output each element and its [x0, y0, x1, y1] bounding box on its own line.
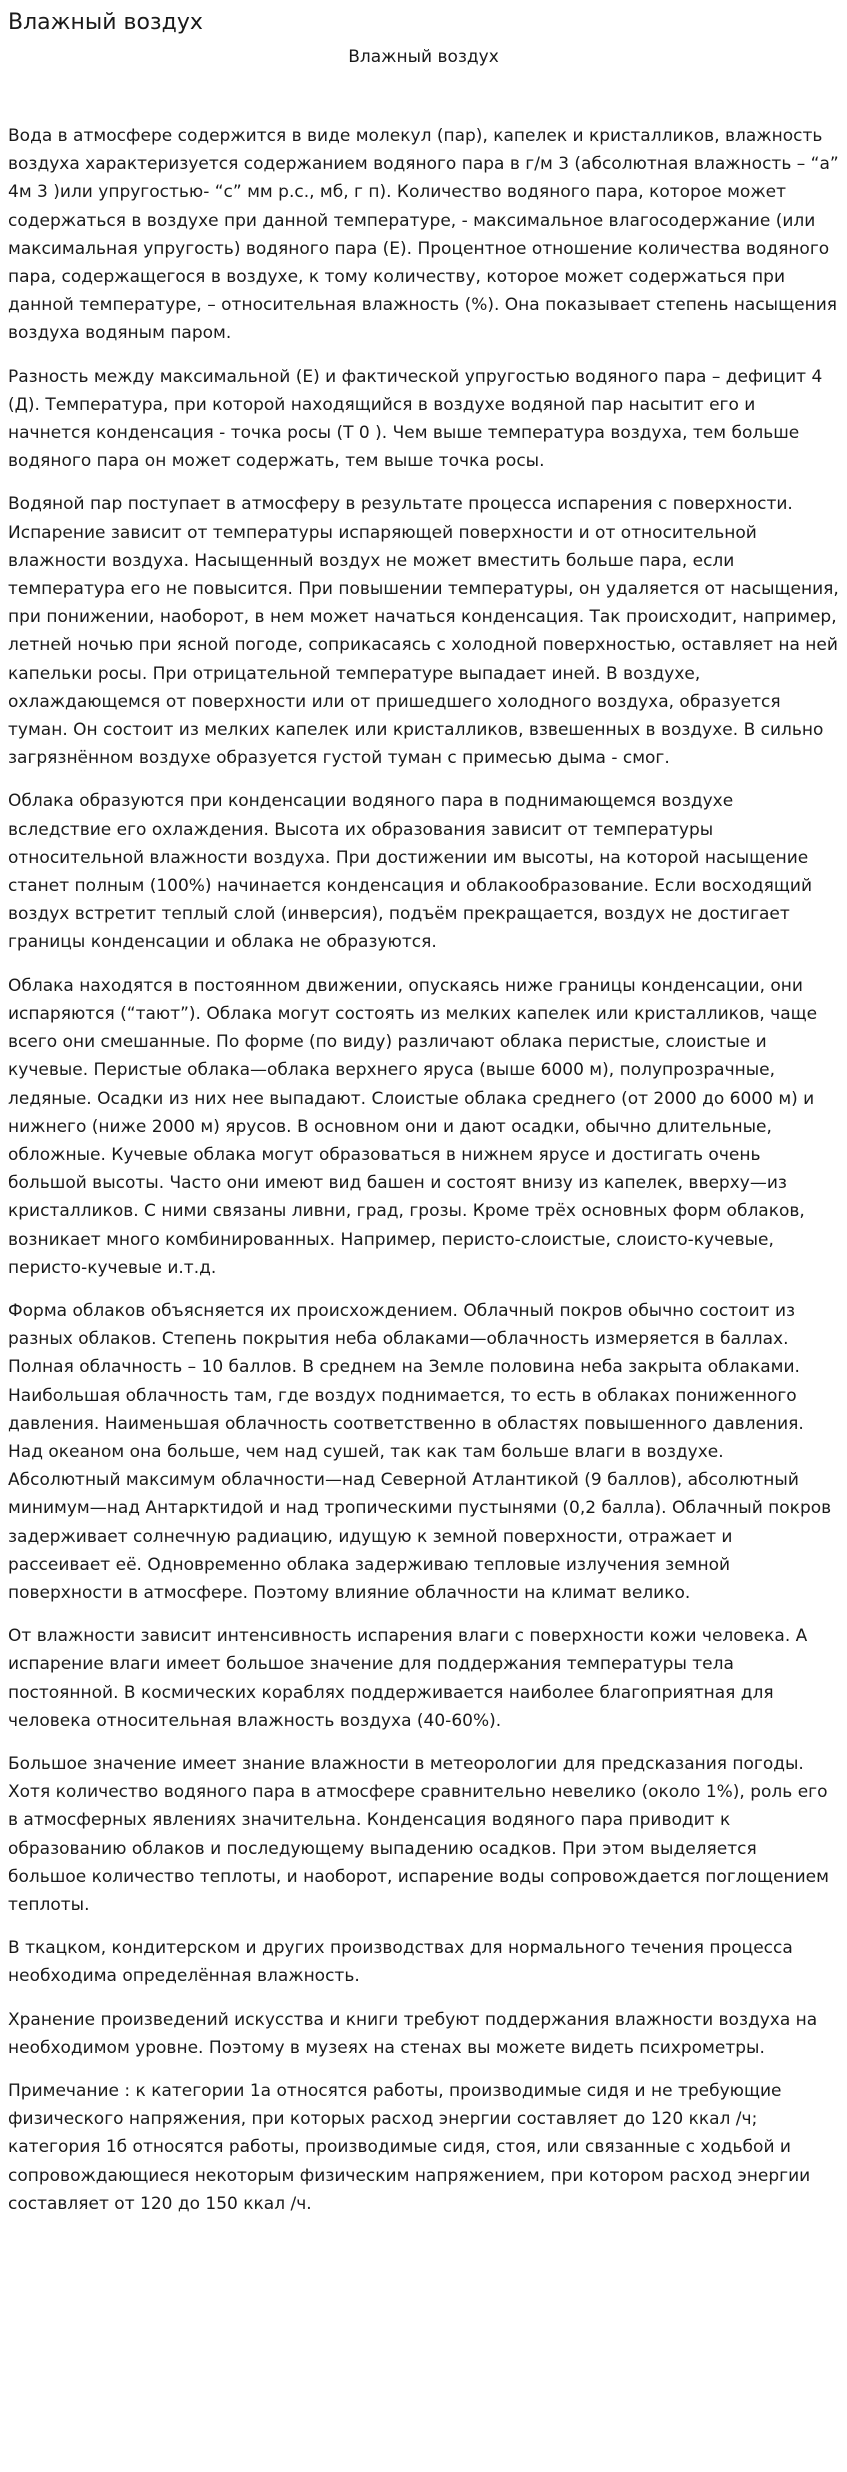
page-heading: Влажный воздух: [8, 10, 203, 35]
paragraph-cloudiness: Форма облаков объясняется их происхождением. Облачный покров обычно состоит из разных облаков. Степень покрытия неба облаками—облачность измеряется в баллах. Полная облачность – 10 баллов. В среднем на Земле половина неба закрыта облаками. Наибольшая облачность там, где воздух поднимается, то есть в облаках пониженного давления. Наименьшая облачность соответственно в областях повышенного давления. Над океаном она больше, чем над сушей, так как там больше влаги в воздухе. Абсолютный максимум облачности—над Северной Атлантикой (9 баллов), абсолютный минимум—над Антарктидой и над тропическими пустынями (0,2 балла). Облачный покров задерживает солнечную радиацию, идущую к земной поверхности, отражает и рассеивает её. Одновременно облака задерживаю тепловые излучения земной поверхности в атмосфере. Поэтому влияние облачности на климат велико.: [8, 1300, 832, 1603]
paragraph-note: Примечание : к категории 1а относятся работы, производимые сидя и не требующие физического напряжения, при которых расход энергии составляет до 120 ккал /ч; категория 1б относятся работы, производимые сидя, стоя, или связанные с ходьбой и сопровождающиеся некоторым физическим напряжением, при котором расход энергии составляет от 120 до 150 ккал /ч.: [8, 2081, 811, 2214]
paragraph-meteorology: Большое значение имеет знание влажности в метеорологии для предсказания погоды. Хотя количество водяного пара в атмосфере сравнительно невелико (около 1%), роль его в атмосферных явлениях значительна. Конденсация водяного пара приводит к образованию облаков и последующему выпадению осадков. При этом выделяется большое количество теплоты, и наоборот, испарение воды сопровождается поглощением теплоты.: [8, 1753, 829, 1915]
paragraph-industry: В ткацком, кондитерском и других производствах для нормального течения процесса необходима определённая влажность.: [8, 1938, 793, 1987]
paragraph-evaporation: Водяной пар поступает в атмосферу в результате процесса испарения с поверхности. Испарение зависит от температуры испаряющей поверхности и от относительной влажности воздуха. Насыщенный воздух не может вместить больше пара, если температура его не повысится. При повышении температуры, он удаляется от насыщения, при понижении, наоборот, в нем может начаться конденсация. Так происходит, например, летней ночью при ясной погоде, соприкасаясь с холодной поверхностью, оставляет на ней капельки росы. При отрицательной температуре выпадает иней. В воздухе, охлаждающемся от поверхности или от пришедшего холодного воздуха, образуется туман. Он состоит из мелких капелек или кристалликов, взвешенных в воздухе. В сильно загрязнённом воздухе образуется густой туман с примесью дыма - смог.: [8, 494, 839, 769]
paragraph-human-body: От влажности зависит интенсивность испарения влаги с поверхности кожи человека. А испарение влаги имеет большое значение для поддержания температуры тела постоянной. В космических кораблях поддерживается наиболее благоприятная для человека относительная влажность воздуха (40-60%).: [8, 1626, 808, 1731]
paragraph-cloud-formation: Облака образуются при конденсации водяного пара в поднимающемся воздухе вследствие его охлаждения. Высота их образования зависит от температуры относительной влажности воздуха. При достижении им высоты, на которой насыщение станет полным (100%) начинается конденсация и облакообразование. Если восходящий воздух встретит теплый слой (инверсия), подъём прекращается, воздух не достигает границы конденсации и облака не образуются.: [8, 791, 812, 953]
article-title: Влажный воздух: [348, 47, 499, 67]
article-body: [8, 122, 839, 2218]
paragraph-cloud-types: Облака находятся в постоянном движении, опускаясь ниже границы конденсации, они испаряются (“тают”). Облака могут состоять из мелких капелек или кристалликов, чаще всего они смешанные. По форме (по виду) различают облака перистые, слоистые и кучевые. Перистые облака—облака верхнего яруса (выше 6000 м), полупрозрачные, ледяные. Осадки из них нее выпадают. Слоистые облака среднего (от 2000 до 6000 м) и нижнего (ниже 2000 м) ярусов. В основном они и дают осадки, обычно длительные, обложные. Кучевые облака могут образоваться в нижнем ярусе и достигать очень большой высоты. Часто они имеют вид башен и состоят внизу из капелек, вверху—из кристалликов. С ними связаны ливни, град, грозы. Кроме трёх основных форм облаков, возникает много комбинированных. Например, перисто-слоистые, слоисто-кучевые, перисто-кучевые и.т.д.: [8, 975, 818, 1278]
paragraph-dew-point: Разность между максимальной (Е) и фактической упругостью водяного пара – дефицит 4 (Д). Температура, при которой находящийся в воздухе водяной пар насытит его и начнется конденсация - точка росы (Т 0 ). Чем выше температура воздуха, тем больше водяного пара он может содержать, тем выше точка росы.: [8, 366, 823, 472]
paragraph-museums: Хранение произведений искусства и книги требуют поддержания влажности воздуха на необходимом уровне. Поэтому в музеях на стенах вы можете видеть психрометры.: [8, 2009, 818, 2058]
paragraph-humidity-definition: Вода в атмосфере содержится в виде молекул (пар), капелек и кристалликов, влажность воздуха характеризуется содержанием водяного пара в г/м 3 (абсолютная влажность – “а” 4м 3 )или упругостью- “с” мм р.с., мб, г п). Количество водяного пара, которое может содержаться в воздухе при данной температуре, - максимальное влагосодержание (или максимальная упругость) водяного пара (Е). Процентное отношение количества водяного пара, содержащегося в воздухе, к тому количеству, которое может содержаться при данной температуре, – относительная влажность (%). Она показывает степень насыщения воздуха водяным паром.: [8, 126, 839, 344]
